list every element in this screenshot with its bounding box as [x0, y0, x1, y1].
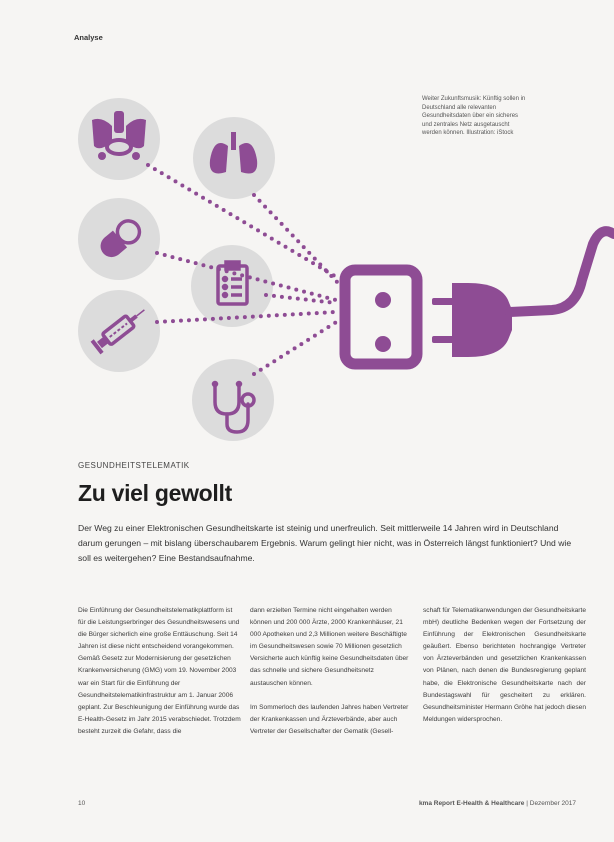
body-column-3: schaft für Telematikanwendungen der Gesundheitskarte mbH) deutliche Bedenken wegen der Fortsetzung der Einführung der Elektronischen Gesundheitskarte geäußert. Ebenso berichteten hochrangige Vertreter von Ärzteverbänden und gesetzlichen Krankenkassen von Plänen, nach denen die Bundesregierung geplant habe, die Elektronische Gesundheitskarte nach der Bundestagswahl für gescheitert zu erklären. Gesundheitsminister Hermann Gröhe hat jedoch diesen Meldungen widersprochen. — [423, 607, 586, 723]
section-label: Analyse — [74, 33, 103, 42]
body-column-2 — [250, 605, 413, 738]
page-number: 10 — [78, 800, 86, 807]
article-headline: Zu viel gewollt — [78, 480, 232, 506]
issue-date: Dezember 2017 — [529, 800, 576, 807]
body-paragraph: Im Sommerloch des laufenden Jahres haben Vertreter der Krankenkassen und Ärzteverbände, aber auch Vertreter der Gesellschafter der Gematik (Gesell- — [250, 703, 409, 735]
publication-footer — [419, 800, 576, 807]
article-kicker: GESUNDHEITSTELEMATIK — [78, 461, 190, 470]
body-paragraph: dann erzielten Termine nicht eingehalten werden können und 200 000 Ärzte, 2000 Krankenhäuser, 21 000 Apotheken und 2,3 Millionen weitere Beschäftigte im Gesundheitswesen sowie 70 Millionen gesetzlich Versicherte auch künftig keine Gesundheitsdaten über das schnelle und sichere Gesundheitsnetz austauschen können. — [250, 607, 409, 687]
body-column-1: Die Einführung der Gesundheitstelematikplattform ist für die Leistungserbringer des Gesundheitswesens und die Bürger sicherlich eine große Enttäuschung. Seit 14 Jahren ist diese nicht entscheidend vorangekommen. Gemäß Gesetz zur Modernisierung der gesetzlichen Krankenversicherung (GMG) vom 19. November 2003 war ein Start für die Einführung der Gesundheitstelematikinfrastruktur am 1. Januar 2006 geplant. Zur Beschleunigung der Einführung wurde das E-Health-Gesetz im Jahr 2015 verabschiedet. Trotzdem besteht zurzeit die Gefahr, dass die — [78, 607, 241, 735]
image-caption: Weiter Zukunftsmusik: Künftig sollen in Deutschland alle relevanten Gesundheitsdaten über ein sicheres und zentrales Netz ausgetauscht werden können. Illustration: iStock — [422, 96, 526, 137]
lungs-circle — [193, 117, 275, 199]
article-lead: Der Weg zu einer Elektronischen Gesundheitskarte ist steinig und unerfreulich. Seit mittlerweile 14 Jahren wird in Deutschland darum gerungen – mit bislang überschaubarem Ergebnis. Warum gelingt hier nicht, was in Österreich längst funktioniert? Und wie soll es weitergehen? Eine Bestandsaufnahme. — [78, 523, 572, 563]
publication-name: kma Report E-Health & Healthcare — [418, 800, 525, 807]
power-plug-icon — [432, 231, 614, 357]
power-socket-icon — [345, 270, 417, 364]
footer-separator: | — [526, 800, 528, 807]
